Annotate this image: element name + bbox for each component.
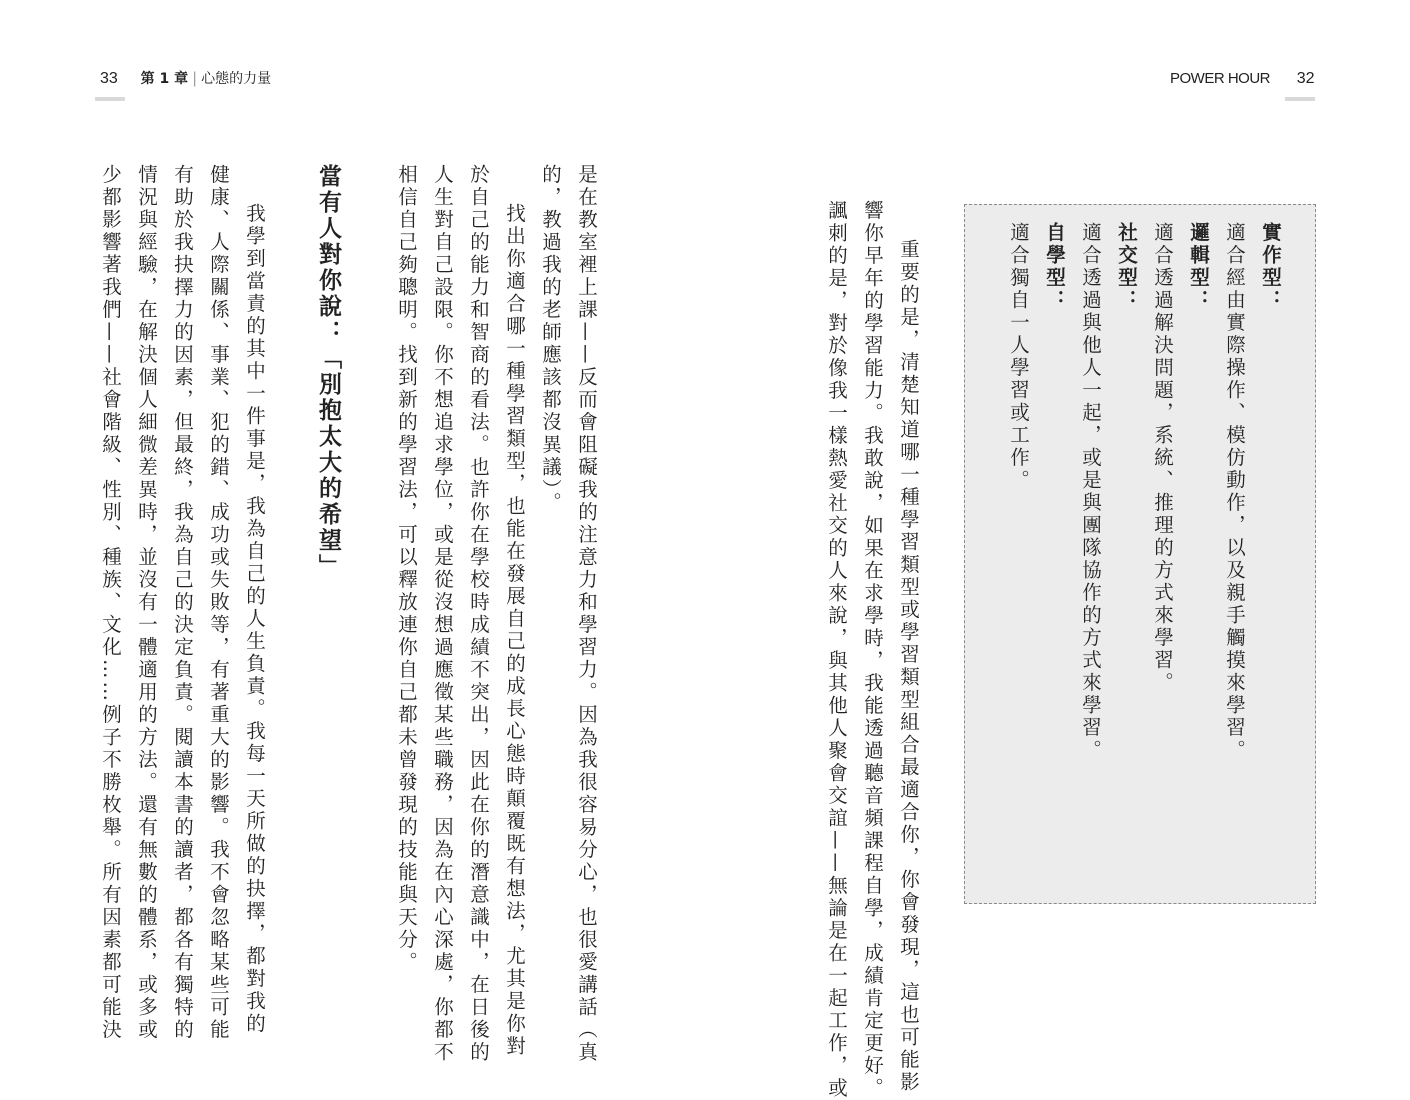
left-chapter-title: 心態的力量 [201, 71, 272, 87]
paragraph-line: 人生對自己設限。你不想追求學位，或是從沒想過應徵某些職務，因為在內心深處，你都不 [431, 164, 454, 1064]
paragraph-line: 找出你適合哪一種學習類型，也能在發展自己的成長心態時顛覆既有想法，尤其是你對 [503, 203, 526, 1058]
paragraph-line: 有助於我抉擇力的因素，但最終，我為自己的決定負責。閱讀本書的讀者，都各有獨特的 [171, 164, 194, 1042]
section-heading: 當有人對你說：「別抱太大的希望」 [315, 164, 341, 580]
paragraph-line: 諷刺的是，對於像我一樣熱愛社交的人來說，與其他人聚會交誼——無論是在一起工作，或 [825, 200, 848, 1100]
paragraph-line: 我學到當責的其中一件事是，我為自己的人生負責。我每一天所做的抉擇，都對我的 [243, 203, 266, 1036]
learning-types-list [1000, 222, 1288, 902]
type-term-hands-on: 實作型： [1259, 222, 1282, 312]
header-separator: | [192, 69, 198, 87]
type-desc-solitary: 適合獨自一人學習或工作。 [1007, 222, 1030, 492]
left-header-bar [95, 97, 125, 101]
type-term-logical: 邏輯型： [1187, 222, 1210, 312]
type-term-social: 社交型： [1115, 222, 1138, 312]
paragraph-line: 健康、人際關係、事業、犯的錯、成功或失敗等，有著重大的影響。我不會忽略某些可能 [207, 164, 230, 1042]
paragraph-line: 相信自己夠聰明。找到新的學習法，可以釋放連你自己都未曾發現的技能與天分。 [395, 164, 418, 974]
left-page-number: 33 [100, 70, 118, 87]
right-book-title: POWER HOUR [1170, 70, 1270, 87]
left-lower-text [92, 164, 272, 1042]
right-page-number: 32 [1296, 70, 1315, 87]
paragraph-line: 的，教過我的老師應該都沒異議）。 [539, 164, 562, 515]
right-running-head [1170, 68, 1315, 89]
right-header-bar [1285, 97, 1315, 101]
right-body-text [818, 200, 926, 1100]
type-desc-hands-on: 適合經由實際操作、模仿動作，以及親手觸摸來學習。 [1223, 222, 1246, 762]
paragraph-line: 重要的是，清楚知道哪一種學習類型或學習類型組合最適合你，你會發現，這也可能影 [897, 239, 920, 1094]
paragraph-line: 響你早年的學習能力。我敢說，如果在求學時，我能透過聽音頻課程自學，成績肯定更好。 [861, 200, 884, 1100]
type-desc-logical: 適合透過解決問題，系統、推理的方式來學習。 [1151, 222, 1174, 695]
paragraph-line: 是在教室裡上課——反而會阻礙我的注意力和學習力。因為我很容易分心，也很愛講話（真 [575, 164, 598, 1064]
paragraph-line: 少都影響著我們——社會階級、性別、種族、文化……例子不勝枚舉。所有因素都可能決 [99, 164, 122, 1042]
type-term-solitary: 自學型： [1043, 222, 1066, 312]
paragraph-line: 於自己的能力和智商的看法。也許你在學校時成績不突出，因此在你的潛意識中，在日後的 [467, 164, 490, 1064]
left-running-head [100, 68, 271, 89]
paragraph-line: 情況與經驗，在解決個人細微差異時，並沒有一體適用的方法。還有無數的體系，或多或 [135, 164, 158, 1042]
left-chapter-label: 第 1 章 [140, 71, 189, 87]
left-upper-text [388, 164, 604, 1064]
type-desc-social: 適合透過與他人一起，或是與團隊協作的方式來學習。 [1079, 222, 1102, 762]
